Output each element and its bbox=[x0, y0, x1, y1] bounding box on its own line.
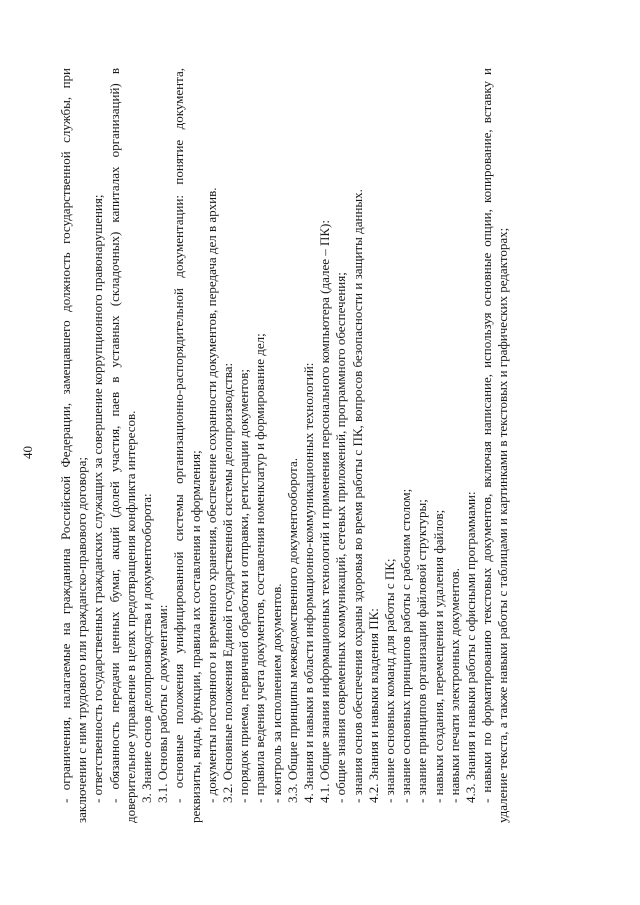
paragraph: - знания основ обеспечения охраны здоровья во время работы с ПК, вопросов безопасности и защиты данных. bbox=[349, 189, 365, 803]
paragraph: 3.3. Общие принципы межведомственного документооборота. bbox=[284, 458, 300, 803]
paragraph: 4. Знания и навыки в области информационно-коммуникационных технологий: bbox=[301, 362, 317, 803]
paragraph: - навыки по форматированию текстовых документов, включая написание, используя основные опции, копирование, вставку и удаление текста, а также навыки работы с таблицами и картинками в текстовых и графических редакторах; bbox=[479, 68, 511, 823]
paragraph: - основные положения унифицированной системы организационно-распорядительной документации: понятие документа, реквизиты, виды, функции, правила их составления и оформления; bbox=[171, 68, 203, 823]
paragraph: - знание основных команд для работы с ПК; bbox=[382, 558, 398, 803]
document-body bbox=[58, 68, 512, 823]
paragraph: 3. Знание основ делопроизводства и документооборота: bbox=[139, 493, 155, 803]
paragraph: - знание основных принципов работы с рабочим столом; bbox=[398, 488, 414, 803]
paragraph: - навыки печати электронных документов. bbox=[446, 568, 462, 803]
paragraph: 4.3. Знания и навыки работы с офисными программами: bbox=[463, 491, 479, 803]
paragraph: - общие знания современных коммуникаций, сетевых приложений, программного обеспечения; bbox=[333, 272, 349, 803]
paragraph: - навыки создания, перемещения и удаления файлов; bbox=[430, 509, 446, 803]
paragraph: - контроль за исполнением документов. bbox=[268, 583, 284, 803]
paragraph: - знание принципов организации файловой структуры; bbox=[414, 499, 430, 803]
paragraph: - документы постоянного и временного хранения, обеспечение сохранности документов, передача дел в архив. bbox=[203, 187, 219, 803]
paragraph: 4.2. Знания и навыки владения ПК: bbox=[365, 608, 381, 803]
paragraph: - обязанность передачи ценных бумаг, акций (долей участия, паев в уставных (складочных) капиталах организаций) в доверительное управление в целях предотвращения конфликта интересов. bbox=[106, 68, 138, 823]
paragraph: 3.2. Основные положения Единой государственной системы делопроизводства: bbox=[220, 362, 236, 803]
paragraph: - порядок приема, первичной обработки и отправки, регистрации документов; bbox=[236, 368, 252, 803]
paragraph: - ответственность государственных гражданских служащих за совершение коррупционного правонарушения; bbox=[90, 194, 106, 803]
paragraph: 3.1. Основы работы с документами: bbox=[155, 604, 171, 803]
paragraph: - ограничения, налагаемые на гражданина Российской Федерации, замещавшего должность государственной службы, при заключении с ним трудового или гражданско-правового договора; bbox=[58, 68, 90, 823]
paragraph: - правила ведения учета документов, составления номенклатур и формирование дел; bbox=[252, 333, 268, 803]
page-number: 40 bbox=[20, 446, 35, 459]
paragraph: 4.1. Общие знания информационных технологий и применения персонального компьютера (далее – ПК): bbox=[317, 219, 333, 803]
